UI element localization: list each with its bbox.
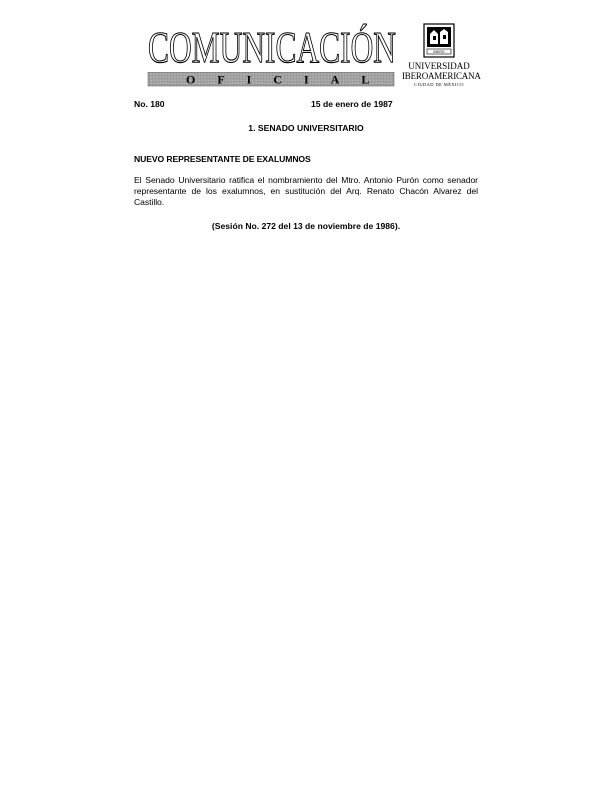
session-note: (Sesión No. 272 del 13 de noviembre de 1986). <box>211 221 401 231</box>
issue-number: No. 180 <box>134 99 165 109</box>
section-title <box>0 123 612 134</box>
masthead <box>146 22 481 92</box>
masthead-title <box>146 22 398 72</box>
issue-date: 15 de enero de 1987 <box>311 99 393 109</box>
article-heading: NUEVO REPRESENTANTE DE EXALUMNOS <box>134 154 311 164</box>
seal-caption: IBERO <box>433 50 445 54</box>
masthead-title-text: COMUNICACIÓN <box>148 23 396 72</box>
masthead-subtitle-text: OFICIAL <box>186 72 392 87</box>
university-city-line: CIUDAD DE MÉXICO <box>414 82 464 87</box>
university-name-line2: IBEROAMERICANA <box>402 71 481 81</box>
section-title-text: 1. SENADO UNIVERSITARIO <box>248 123 364 133</box>
university-name-line1: UNIVERSIDAD <box>408 61 470 71</box>
article-body: El Senado Universitario ratifica el nombramiento del Mtro. Antonio Purón como senador representante de los exalumnos, en sustitución del Arq. Renato Chacón Alvarez del Castillo. <box>134 175 478 208</box>
